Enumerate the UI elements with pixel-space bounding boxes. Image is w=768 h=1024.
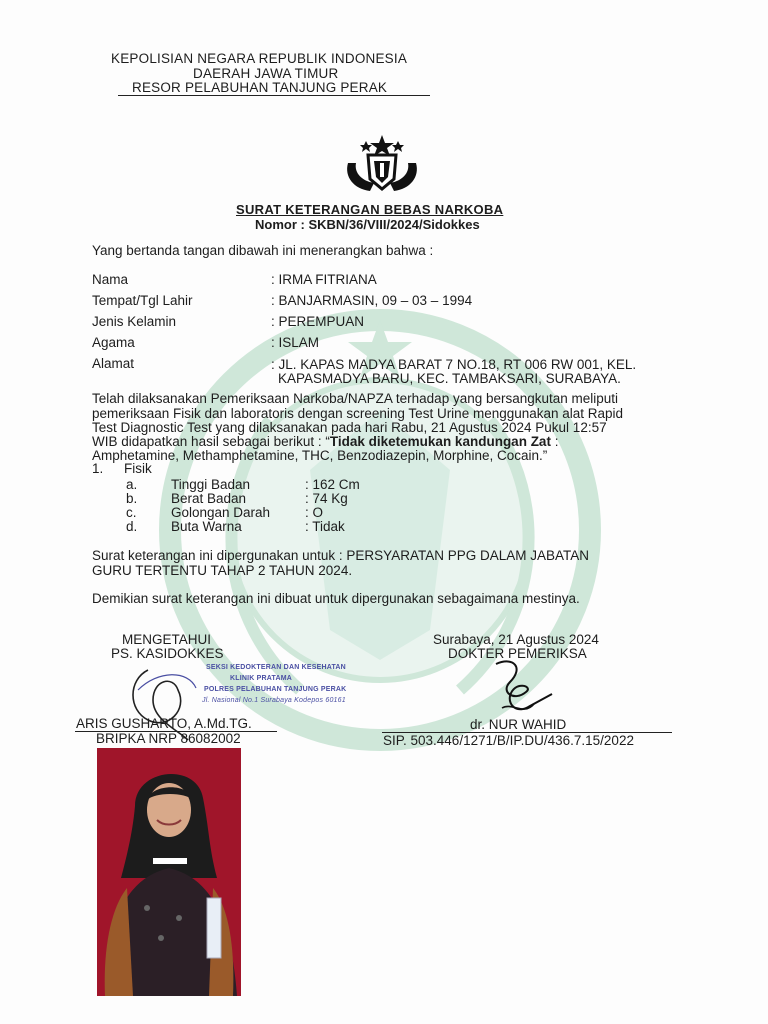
- fisik-c-letter: c.: [126, 505, 137, 520]
- agama-value: : ISLAM: [271, 335, 320, 350]
- alamat-value-1: : JL. KAPAS MADYA BARAT 7 NO.18, RT 006 RW 001, KEL.: [271, 357, 637, 372]
- nama-value: : IRMA FITRIANA: [271, 272, 377, 287]
- closing-text: Demikian surat keterangan ini dibuat untuk dipergunakan sebagaimana mestinya.: [92, 591, 580, 606]
- header-line-3: RESOR PELABUHAN TANJUNG PERAK: [132, 80, 388, 95]
- agama-label: Agama: [92, 335, 135, 350]
- fisik-label: Fisik: [124, 461, 152, 476]
- fisik-a-letter: a.: [126, 477, 138, 492]
- intro-text: Yang bertanda tangan dibawah ini menerangkan bahwa :: [92, 243, 434, 258]
- fisik-b-name: Berat Badan: [171, 491, 247, 506]
- official-stamp: [196, 664, 346, 714]
- person-silhouette-icon: [97, 748, 241, 996]
- document-number: Nomor : SKBN/36/VIII/2024/Sidokkes: [255, 217, 480, 232]
- body-line-2: pemeriksaan Fisik dan laboratoris dengan screening Test Urine menggunakan alat Rapid: [92, 406, 624, 421]
- header-line-2: DAERAH JAWA TIMUR: [193, 66, 339, 81]
- left-sign-title: MENGETAHUI: [122, 632, 212, 647]
- body-line-3: Test Diagnostic Test yang dilaksanakan pada hari Rabu, 21 Agustus 2024 Pukul 12:57: [92, 420, 607, 435]
- fisik-d-value: : Tidak: [305, 519, 345, 534]
- ttl-value: : BANJARMASIN, 09 – 03 – 1994: [271, 293, 473, 308]
- stamp-line-1: SEKSI KEDOKTERAN DAN KESEHATAN: [206, 664, 346, 671]
- fisik-c-value: : O: [305, 505, 324, 520]
- jk-label: Jenis Kelamin: [92, 314, 177, 329]
- fisik-a-name: Tinggi Badan: [171, 477, 251, 492]
- fisik-a-value: : 162 Cm: [305, 477, 360, 492]
- right-sign-sip: SIP. 503.446/1271/B/IP.DU/436.7.15/2022: [383, 733, 634, 748]
- place-date: Surabaya, 21 Agustus 2024: [433, 632, 599, 647]
- right-signature-icon: [484, 656, 564, 726]
- fisik-d-letter: d.: [126, 519, 138, 534]
- fisik-d-name: Buta Warna: [171, 519, 242, 534]
- right-sign-name: dr. NUR WAHID: [470, 717, 567, 732]
- body-line-1: Telah dilaksanakan Pemeriksaan Narkoba/NAPZA terhadap yang bersangkutan meliputi: [92, 391, 619, 406]
- jk-value: : PEREMPUAN: [271, 314, 365, 329]
- fisik-b-value: : 74 Kg: [305, 491, 348, 506]
- ttl-label: Tempat/Tgl Lahir: [92, 293, 193, 308]
- purpose-line-1: Surat keterangan ini dipergunakan untuk : PERSYARATAN PPG DALAM JABATAN: [92, 548, 589, 563]
- document-title: SURAT KETERANGAN BEBAS NARKOBA: [236, 202, 504, 217]
- body-line-4: [92, 434, 558, 449]
- stamp-line-2: KLINIK PRATAMA: [230, 675, 293, 682]
- left-sign-position: PS. KASIDOKKES: [111, 646, 224, 661]
- header-underline: [118, 95, 430, 96]
- police-emblem-icon: [340, 133, 424, 195]
- body-line-4-pre: WIB didapatkan hasil sebagai berikut : “: [92, 434, 330, 449]
- right-sign-role: DOKTER PEMERIKSA: [448, 646, 587, 661]
- stamp-line-4: Jl. Nasional No.1 Surabaya Kodepos 60161: [202, 697, 346, 704]
- stamp-line-3: POLRES PELABUHAN TANJUNG PERAK: [204, 686, 347, 693]
- fisik-c-name: Golongan Darah: [171, 505, 271, 520]
- alamat-label: Alamat: [92, 356, 135, 371]
- body-line-5: Amphetamine, Methamphetamine, THC, Benzodiazepin, Morphine, Cocain.”: [92, 448, 548, 463]
- left-sign-rank: BRIPKA NRP 86082002: [96, 731, 241, 746]
- body-line-4-post: :: [550, 434, 559, 449]
- body-result-bold: Tidak diketemukan kandungan Zat: [329, 434, 551, 449]
- purpose-line-2: GURU TERTENTU TAHAP 2 TAHUN 2024.: [92, 563, 353, 578]
- nama-label: Nama: [92, 272, 129, 287]
- header-line-1: KEPOLISIAN NEGARA REPUBLIK INDONESIA: [111, 51, 408, 66]
- person-photo: [97, 748, 241, 996]
- fisik-b-letter: b.: [126, 491, 138, 506]
- left-sign-name: ARIS GUSHARTO, A.Md.TG.: [76, 716, 252, 731]
- fisik-number: 1.: [92, 461, 104, 476]
- alamat-value-2: KAPASMADYA BARU, KEC. TAMBAKSARI, SURABAYA.: [278, 371, 621, 386]
